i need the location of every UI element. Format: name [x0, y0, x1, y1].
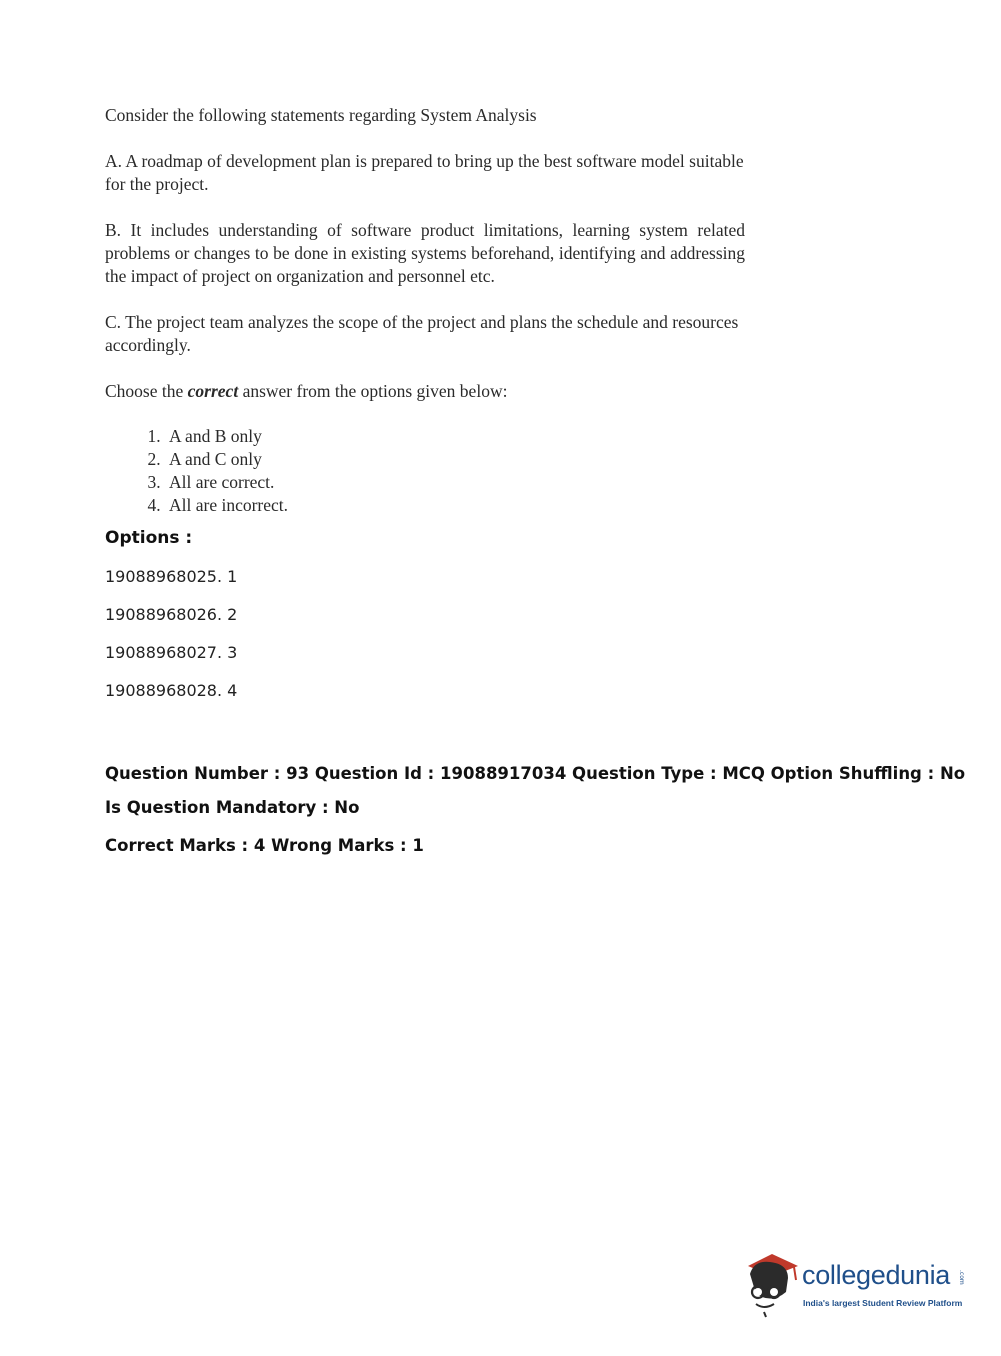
statement-c: C. The project team analyzes the scope of the project and plans the schedule and resources accordingly.	[105, 312, 739, 355]
options-heading: Options :	[105, 528, 193, 548]
option-item: 19088968025. 1	[105, 567, 238, 586]
mandatory-line: Is Question Mandatory : No	[105, 798, 360, 817]
choice-item: 3. All are correct.	[165, 471, 745, 494]
choose-instruction: Choose the correct answer from the options given below:	[105, 381, 508, 401]
statement-b: B. It includes understanding of software product limitations, learning system related problems or changes to be done in existing systems beforehand, identifying and addressing the impact of project on organization and personnel etc.	[105, 220, 745, 286]
choice-item: 4. All are incorrect.	[165, 494, 745, 517]
choice-item: 1. A and B only	[165, 425, 745, 448]
question-image	[105, 98, 745, 517]
choice-list	[105, 425, 745, 517]
brand-name: collegedunia	[802, 1260, 951, 1290]
mascot-icon	[742, 1248, 802, 1318]
question-intro: Consider the following statements regarding System Analysis	[105, 105, 537, 125]
brand-domain: .com	[958, 1270, 965, 1285]
choice-item: 2. A and C only	[165, 448, 745, 471]
option-item: 19088968028. 4	[105, 681, 238, 700]
statement-a: A. A roadmap of development plan is prepared to bring up the best software model suitable for the project.	[105, 151, 744, 194]
question-meta-line: Question Number : 93 Question Id : 19088917034 Question Type : MCQ Option Shuffling : No	[105, 764, 966, 783]
option-item: 19088968026. 2	[105, 605, 238, 624]
brand-tagline: India's largest Student Review Platform	[803, 1298, 963, 1308]
option-item: 19088968027. 3	[105, 643, 238, 662]
marks-line: Correct Marks : 4 Wrong Marks : 1	[105, 836, 424, 855]
collegedunia-logo	[742, 1248, 972, 1318]
